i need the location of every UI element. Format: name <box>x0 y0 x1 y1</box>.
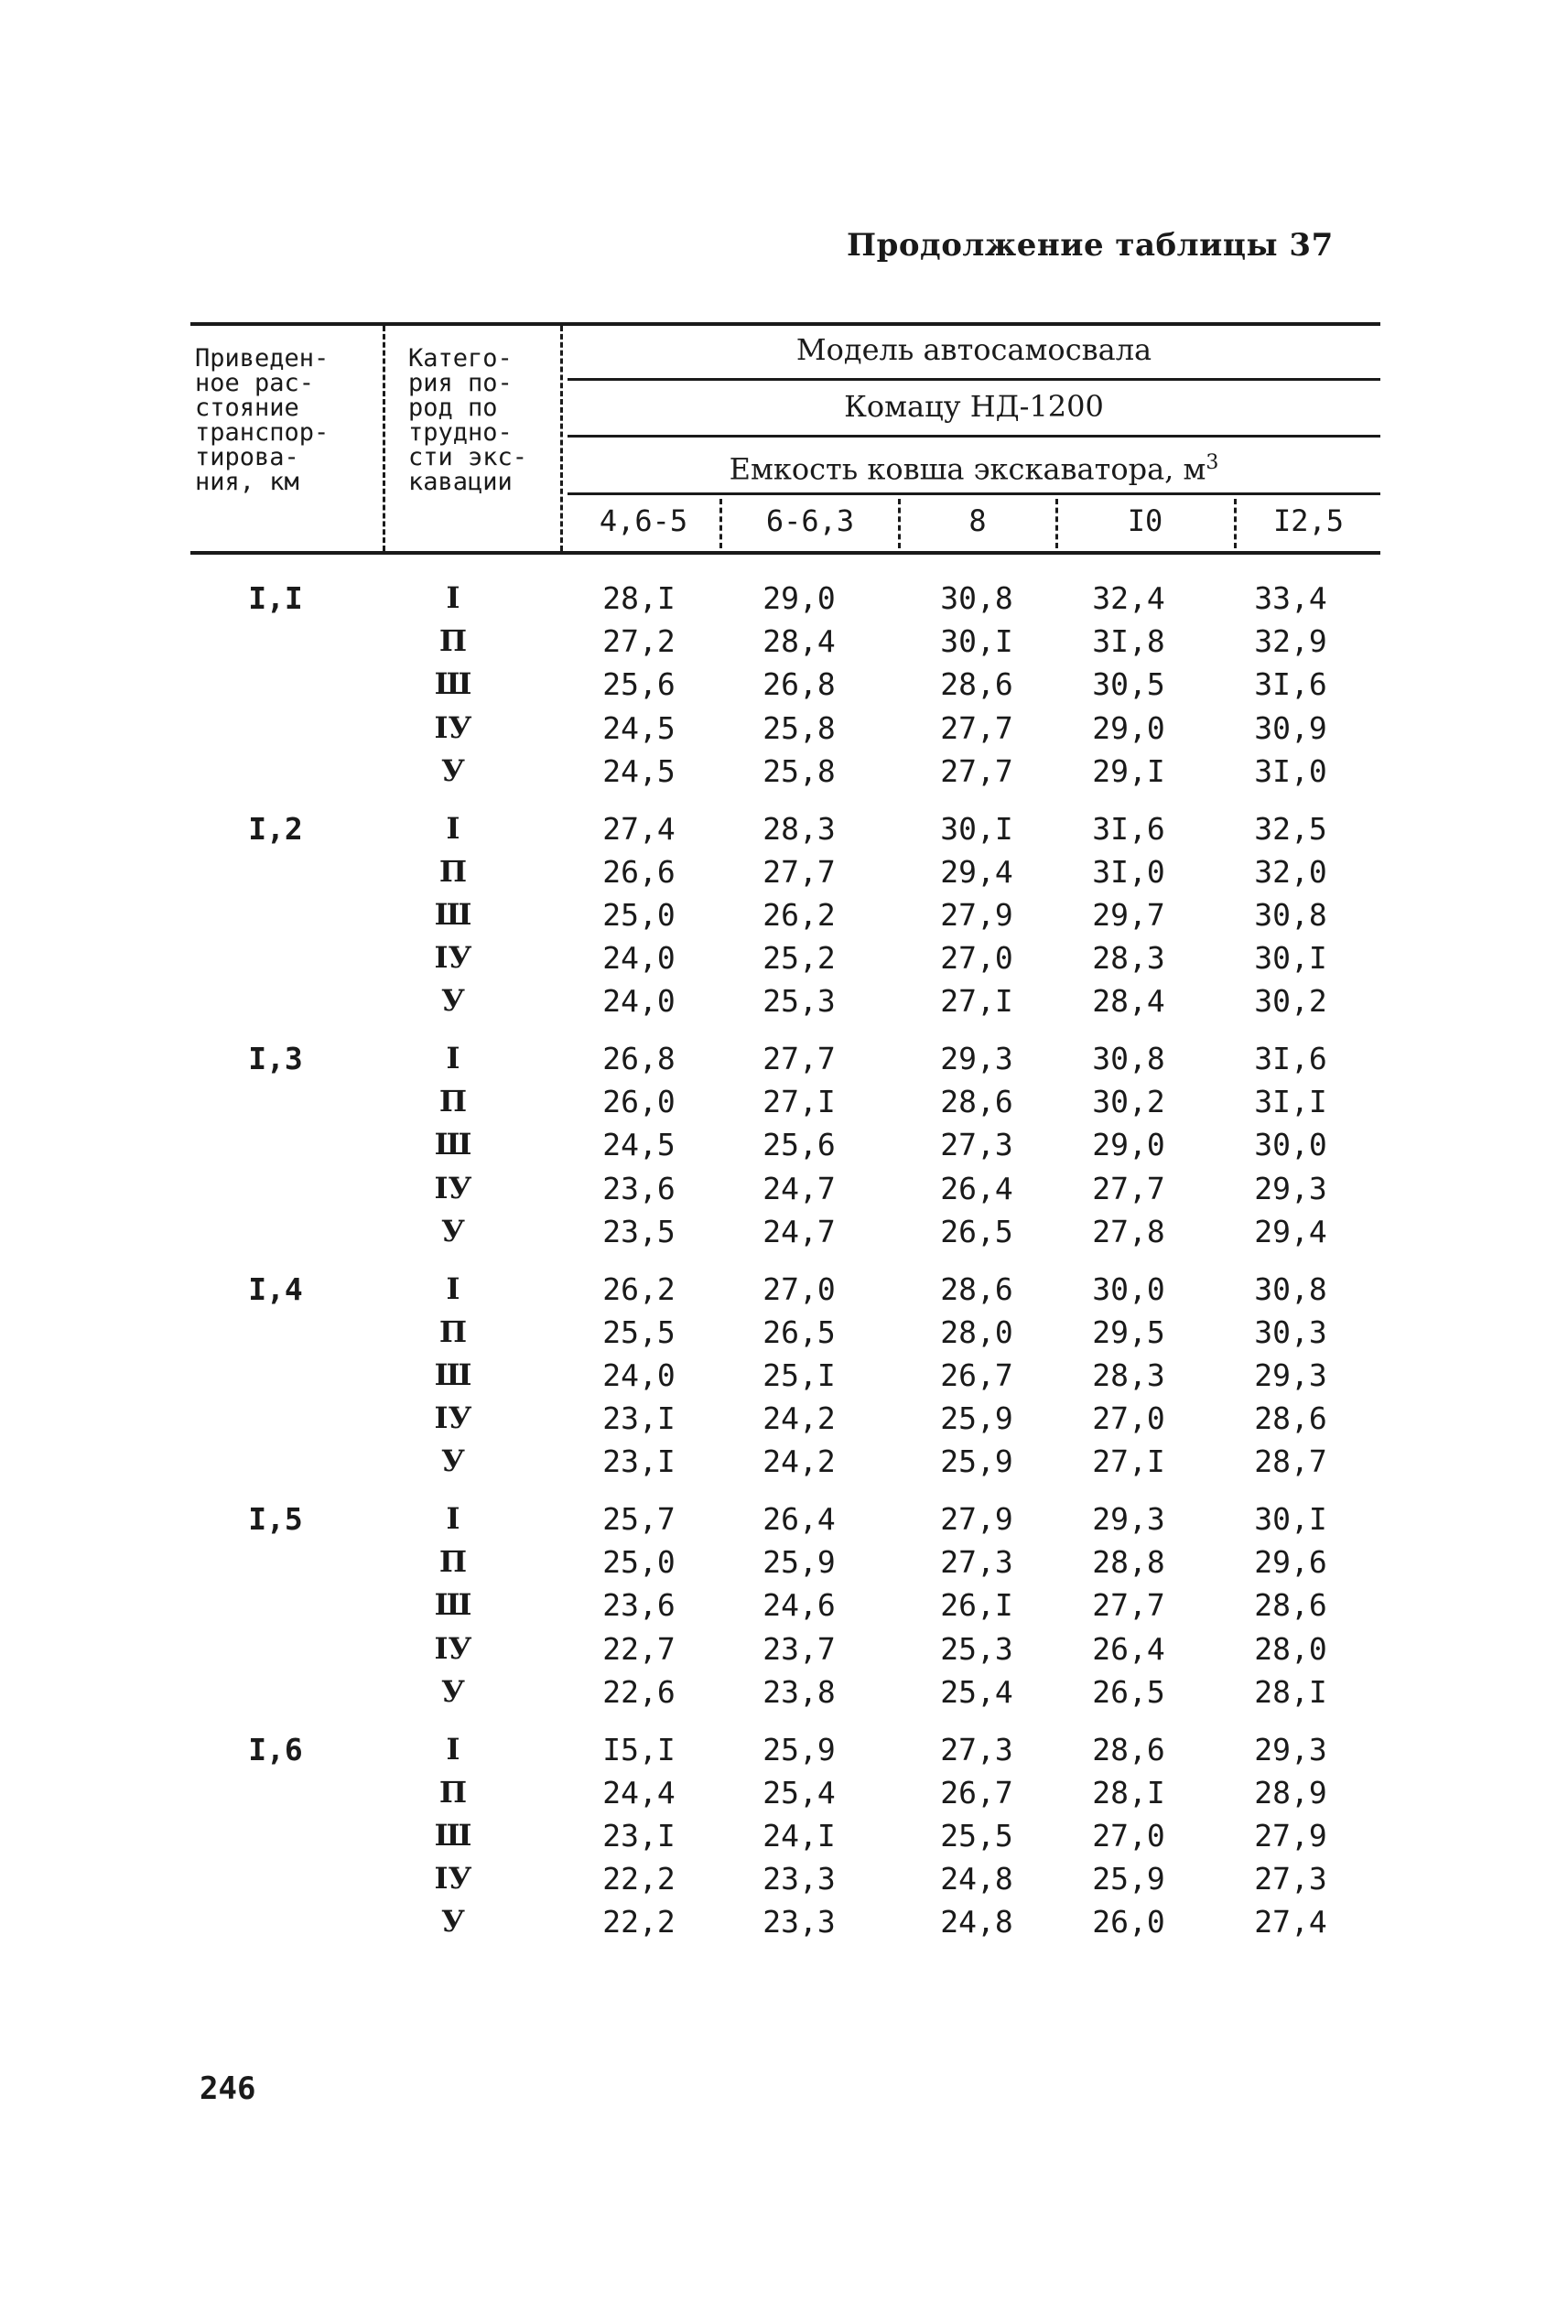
value-cell: 29,3 <box>940 1041 1013 1076</box>
category-cell: У <box>441 1904 465 1940</box>
value-cell: 29,3 <box>1092 1501 1165 1537</box>
value-cell: 25,2 <box>762 940 836 977</box>
value-cell: 26,7 <box>940 1774 1013 1811</box>
value-cell: 30,5 <box>1092 666 1165 703</box>
value-cell: 28,I <box>1092 1774 1165 1811</box>
value-cell: 28,0 <box>1254 1630 1327 1667</box>
table-group <box>0 1728 1568 1958</box>
value-cell: 28,0 <box>940 1313 1013 1350</box>
model-rule <box>568 378 1380 381</box>
value-cell: 27,7 <box>1092 1587 1165 1624</box>
table-row <box>0 850 1568 893</box>
table-row <box>0 663 1568 706</box>
value-cell: 26,0 <box>602 1084 676 1120</box>
category-cell: ІУ <box>434 940 472 976</box>
table-caption: Продолжение таблицы 37 <box>847 227 1334 264</box>
table-row <box>0 1268 1568 1311</box>
col-separator-2 <box>560 326 563 551</box>
value-cell: I5,I <box>602 1731 676 1767</box>
value-cell: 25,6 <box>762 1127 836 1163</box>
value-cell: 26,4 <box>762 1501 836 1537</box>
value-cell: 30,9 <box>1254 709 1327 746</box>
value-cell: 24,2 <box>762 1400 836 1437</box>
value-cell: 33,4 <box>1254 580 1327 616</box>
value-cell: 30,I <box>940 623 1013 660</box>
value-cell: 28,6 <box>940 666 1013 703</box>
table-row <box>0 620 1568 663</box>
table-group <box>0 1037 1568 1267</box>
category-cell: Ш <box>434 896 472 932</box>
category-cell: У <box>441 1213 465 1248</box>
category-cell: I <box>446 1501 460 1536</box>
value-cell: 27,9 <box>940 896 1013 933</box>
value-cell: 30,I <box>940 810 1013 847</box>
header-category-line: кавации <box>408 468 513 496</box>
value-cell: 30,8 <box>1254 1270 1327 1307</box>
value-cell: 25,9 <box>1092 1861 1165 1897</box>
value-cell: 27,I <box>762 1084 836 1120</box>
value-cell: 27,3 <box>940 1544 1013 1581</box>
table-row <box>0 1900 1568 1943</box>
value-cell: 28,6 <box>940 1084 1013 1120</box>
value-cell: 32,9 <box>1254 623 1327 660</box>
value-cell: 29,3 <box>1254 1357 1327 1393</box>
value-cell: 24,5 <box>602 752 676 789</box>
value-cell: 26,5 <box>1092 1673 1165 1710</box>
value-cell: 30,I <box>1254 940 1327 977</box>
table-row <box>0 1311 1568 1354</box>
value-cell: 32,5 <box>1254 810 1327 847</box>
header-distance-line: транспор- <box>195 418 330 447</box>
value-cell: 27,4 <box>1254 1904 1327 1940</box>
table-row <box>0 1857 1568 1900</box>
value-cell: 30,I <box>1254 1501 1327 1537</box>
value-cell: 25,7 <box>602 1501 676 1537</box>
value-cell: 30,8 <box>1254 896 1327 933</box>
category-cell: Ш <box>434 1357 472 1392</box>
value-cell: 26,8 <box>762 666 836 703</box>
value-cell: 28,7 <box>1254 1443 1327 1480</box>
value-cell: 27,7 <box>940 709 1013 746</box>
value-cell: 25,6 <box>602 666 676 703</box>
value-cell: 27,I <box>1092 1443 1165 1480</box>
distance-cell: I,5 <box>248 1501 303 1537</box>
category-cell: Ш <box>434 666 472 702</box>
value-cell: 24,8 <box>940 1861 1013 1897</box>
value-cell: 25,5 <box>602 1313 676 1350</box>
value-cell: 30,2 <box>1254 983 1327 1020</box>
value-cell: 28,I <box>602 580 676 616</box>
header-distance-line: Приведен- <box>195 344 330 373</box>
value-cell: 28,4 <box>762 623 836 660</box>
value-cell: 25,4 <box>762 1774 836 1811</box>
value-cell: 23,6 <box>602 1587 676 1624</box>
value-cell: 22,2 <box>602 1904 676 1940</box>
value-cell: 27,9 <box>1254 1817 1327 1854</box>
value-cell: 28,I <box>1254 1673 1327 1710</box>
value-cell: 24,7 <box>762 1170 836 1206</box>
value-cell: 30,8 <box>940 580 1013 616</box>
value-cell: 23,I <box>602 1443 676 1480</box>
header-category-line: рия по- <box>408 369 513 397</box>
value-cell: 25,9 <box>762 1731 836 1767</box>
value-cell: 24,5 <box>602 1127 676 1163</box>
value-cell: 26,5 <box>762 1313 836 1350</box>
table-row <box>0 1540 1568 1584</box>
header-bucket-capacity <box>568 448 1380 485</box>
value-cell: 25,0 <box>602 896 676 933</box>
value-cell: 24,2 <box>762 1443 836 1480</box>
capacity-col-2: 6-6,3 <box>765 503 855 538</box>
value-cell: 3I,0 <box>1254 752 1327 789</box>
category-cell: I <box>446 1041 460 1076</box>
value-cell: 24,0 <box>602 983 676 1020</box>
category-cell: П <box>438 1084 468 1119</box>
header-category-line: сти экс- <box>408 443 528 471</box>
category-cell: Ш <box>434 1587 472 1623</box>
value-cell: 25,5 <box>940 1817 1013 1854</box>
header-category-line: трудно- <box>408 418 513 447</box>
table-row <box>0 1210 1568 1253</box>
value-cell: 23,3 <box>762 1861 836 1897</box>
value-cell: 30,0 <box>1092 1270 1165 1307</box>
value-cell: 3I,6 <box>1254 666 1327 703</box>
value-cell: 28,8 <box>1092 1544 1165 1581</box>
value-cell: 29,0 <box>1092 1127 1165 1163</box>
value-cell: 24,0 <box>602 940 676 977</box>
value-cell: 25,4 <box>940 1673 1013 1710</box>
category-cell: У <box>441 1673 465 1709</box>
value-cell: 27,7 <box>940 752 1013 789</box>
value-cell: 26,4 <box>1092 1630 1165 1667</box>
value-cell: 22,7 <box>602 1630 676 1667</box>
table-row <box>0 1440 1568 1483</box>
value-cell: 25,9 <box>940 1443 1013 1480</box>
value-cell: 28,9 <box>1254 1774 1327 1811</box>
value-cell: 28,6 <box>940 1270 1013 1307</box>
value-cell: 25,9 <box>940 1400 1013 1437</box>
value-cell: 24,8 <box>940 1904 1013 1940</box>
distance-cell: I,6 <box>248 1731 303 1767</box>
category-cell: ІУ <box>434 1630 472 1666</box>
table-row <box>0 807 1568 850</box>
value-cell: 29,0 <box>762 580 836 616</box>
value-cell: 29,3 <box>1254 1170 1327 1206</box>
value-cell: 28,6 <box>1254 1400 1327 1437</box>
table-row <box>0 1627 1568 1670</box>
value-cell: 26,7 <box>940 1357 1013 1393</box>
value-cell: 3I,0 <box>1092 853 1165 890</box>
value-cell: 27,0 <box>1092 1817 1165 1854</box>
header-distance-line: стояние <box>195 394 299 422</box>
category-cell: I <box>446 580 460 615</box>
value-cell: 32,4 <box>1092 580 1165 616</box>
distance-cell: I,3 <box>248 1041 303 1076</box>
value-cell: 28,3 <box>1092 940 1165 977</box>
value-cell: 30,0 <box>1254 1127 1327 1163</box>
value-cell: 25,3 <box>940 1630 1013 1667</box>
value-cell: 32,0 <box>1254 853 1327 890</box>
table-row <box>0 1167 1568 1210</box>
value-cell: 26,2 <box>762 896 836 933</box>
category-cell: ІУ <box>434 1861 472 1897</box>
value-cell: 27,3 <box>1254 1861 1327 1897</box>
value-cell: 26,I <box>940 1587 1013 1624</box>
value-cell: 25,0 <box>602 1544 676 1581</box>
value-cell: 28,3 <box>762 810 836 847</box>
value-cell: 22,2 <box>602 1861 676 1897</box>
value-cell: 24,6 <box>762 1587 836 1624</box>
cap-separator-1 <box>719 499 722 548</box>
category-cell: ІУ <box>434 1400 472 1436</box>
value-cell: 25,I <box>762 1357 836 1393</box>
value-cell: 27,8 <box>1092 1213 1165 1249</box>
table-row <box>0 1080 1568 1123</box>
value-cell: 29,4 <box>940 853 1013 890</box>
value-cell: 3I,6 <box>1092 810 1165 847</box>
capacity-col-5: I2,5 <box>1272 503 1345 538</box>
value-cell: 26,5 <box>940 1213 1013 1249</box>
table-row <box>0 1123 1568 1166</box>
table-row <box>0 979 1568 1022</box>
table-row <box>0 1397 1568 1440</box>
category-cell: I <box>446 1731 460 1767</box>
value-cell: 25,8 <box>762 752 836 789</box>
value-cell: 23,5 <box>602 1213 676 1249</box>
value-cell: 3I,8 <box>1092 623 1165 660</box>
table-row <box>0 936 1568 979</box>
header-bucket-unit: 3 <box>1206 451 1219 474</box>
page-number: 246 <box>200 2070 256 2107</box>
distance-cell: I,2 <box>248 810 303 847</box>
value-cell: 24,I <box>762 1817 836 1854</box>
value-cell: 27,0 <box>1092 1400 1165 1437</box>
table-row <box>0 1771 1568 1814</box>
header-model-title: Модель автосамосвала <box>795 332 1152 367</box>
table-row <box>0 1814 1568 1857</box>
value-cell: 27,I <box>940 983 1013 1020</box>
header-model-name: Комацу НД-1200 <box>844 389 1104 424</box>
value-cell: 24,0 <box>602 1357 676 1393</box>
category-cell: I <box>446 1270 460 1306</box>
capacity-col-1: 4,6-5 <box>599 503 688 538</box>
value-cell: 28,6 <box>1092 1731 1165 1767</box>
value-cell: 23,3 <box>762 1904 836 1940</box>
table-row <box>0 893 1568 936</box>
value-cell: 25,8 <box>762 709 836 746</box>
value-cell: 24,5 <box>602 709 676 746</box>
value-cell: 26,6 <box>602 853 676 890</box>
category-cell: ІУ <box>434 1170 472 1205</box>
header-distance-line: ное рас- <box>195 369 315 397</box>
table-group <box>0 1268 1568 1497</box>
category-cell: П <box>438 623 468 659</box>
value-cell: 27,7 <box>762 1041 836 1076</box>
value-cell: 29,0 <box>1092 709 1165 746</box>
value-cell: 27,7 <box>762 853 836 890</box>
category-cell: ІУ <box>434 709 472 745</box>
header-category-line: род по <box>408 394 498 422</box>
table-row <box>0 1728 1568 1771</box>
value-cell: 28,4 <box>1092 983 1165 1020</box>
value-cell: 22,6 <box>602 1673 676 1710</box>
value-cell: 23,6 <box>602 1170 676 1206</box>
table-group <box>0 1497 1568 1727</box>
value-cell: 27,4 <box>602 810 676 847</box>
value-cell: 24,7 <box>762 1213 836 1249</box>
table-row <box>0 1497 1568 1540</box>
value-cell: 28,6 <box>1254 1587 1327 1624</box>
value-cell: 27,9 <box>940 1501 1013 1537</box>
category-cell: У <box>441 1443 465 1479</box>
value-cell: 29,7 <box>1092 896 1165 933</box>
value-cell: 29,4 <box>1254 1213 1327 1249</box>
category-cell: П <box>438 1313 468 1349</box>
value-cell: 23,7 <box>762 1630 836 1667</box>
value-cell: 27,0 <box>762 1270 836 1307</box>
value-cell: 26,8 <box>602 1041 676 1076</box>
value-cell: 25,9 <box>762 1544 836 1581</box>
value-cell: 28,3 <box>1092 1357 1165 1393</box>
value-cell: 23,I <box>602 1817 676 1854</box>
category-cell: П <box>438 1774 468 1810</box>
value-cell: 25,3 <box>762 983 836 1020</box>
value-cell: 24,4 <box>602 1774 676 1811</box>
table-row <box>0 707 1568 750</box>
header-distance-line: ния, км <box>195 468 299 496</box>
model-name-rule <box>568 435 1380 438</box>
header-distance-line: тирова- <box>195 443 299 471</box>
table-top-rule <box>190 322 1380 326</box>
capacity-col-3: 8 <box>968 503 987 538</box>
value-cell: 27,3 <box>940 1731 1013 1767</box>
value-cell: 23,8 <box>762 1673 836 1710</box>
distance-cell: I,4 <box>248 1270 303 1307</box>
table-group <box>0 807 1568 1037</box>
category-cell: П <box>438 853 468 889</box>
value-cell: 3I,6 <box>1254 1041 1327 1076</box>
value-cell: 27,0 <box>940 940 1013 977</box>
category-cell: Ш <box>434 1127 472 1162</box>
header-bucket-title: Емкость ковша экскаватора, м <box>729 451 1206 487</box>
value-cell: 26,2 <box>602 1270 676 1307</box>
table-group <box>0 577 1568 806</box>
value-cell: 3I,I <box>1254 1084 1327 1120</box>
header-category-line: Катего- <box>408 344 513 373</box>
distance-cell: I,I <box>248 580 303 616</box>
capacity-col-4: I0 <box>1127 503 1163 538</box>
capacity-rule <box>568 492 1380 495</box>
col-separator-1 <box>383 326 385 551</box>
value-cell: 29,I <box>1092 752 1165 789</box>
value-cell: 30,3 <box>1254 1313 1327 1350</box>
category-cell: У <box>441 983 465 1019</box>
header-category <box>408 346 527 494</box>
value-cell: 29,5 <box>1092 1313 1165 1350</box>
value-cell: 30,8 <box>1092 1041 1165 1076</box>
category-cell: I <box>446 810 460 846</box>
value-cell: 29,3 <box>1254 1731 1327 1767</box>
value-cell: 27,2 <box>602 623 676 660</box>
table-row <box>0 1584 1568 1627</box>
table-row <box>0 1037 1568 1080</box>
table-row <box>0 1354 1568 1397</box>
category-cell: П <box>438 1544 468 1580</box>
table-row <box>0 750 1568 793</box>
category-cell: Ш <box>434 1817 472 1853</box>
value-cell: 29,6 <box>1254 1544 1327 1581</box>
value-cell: 27,3 <box>940 1127 1013 1163</box>
table-row <box>0 1670 1568 1713</box>
header-distance <box>195 346 329 494</box>
table-row <box>0 577 1568 620</box>
category-cell: У <box>441 752 465 788</box>
value-cell: 30,2 <box>1092 1084 1165 1120</box>
value-cell: 23,I <box>602 1400 676 1437</box>
header-bottom-rule <box>190 551 1380 555</box>
value-cell: 26,0 <box>1092 1904 1165 1940</box>
value-cell: 26,4 <box>940 1170 1013 1206</box>
value-cell: 27,7 <box>1092 1170 1165 1206</box>
